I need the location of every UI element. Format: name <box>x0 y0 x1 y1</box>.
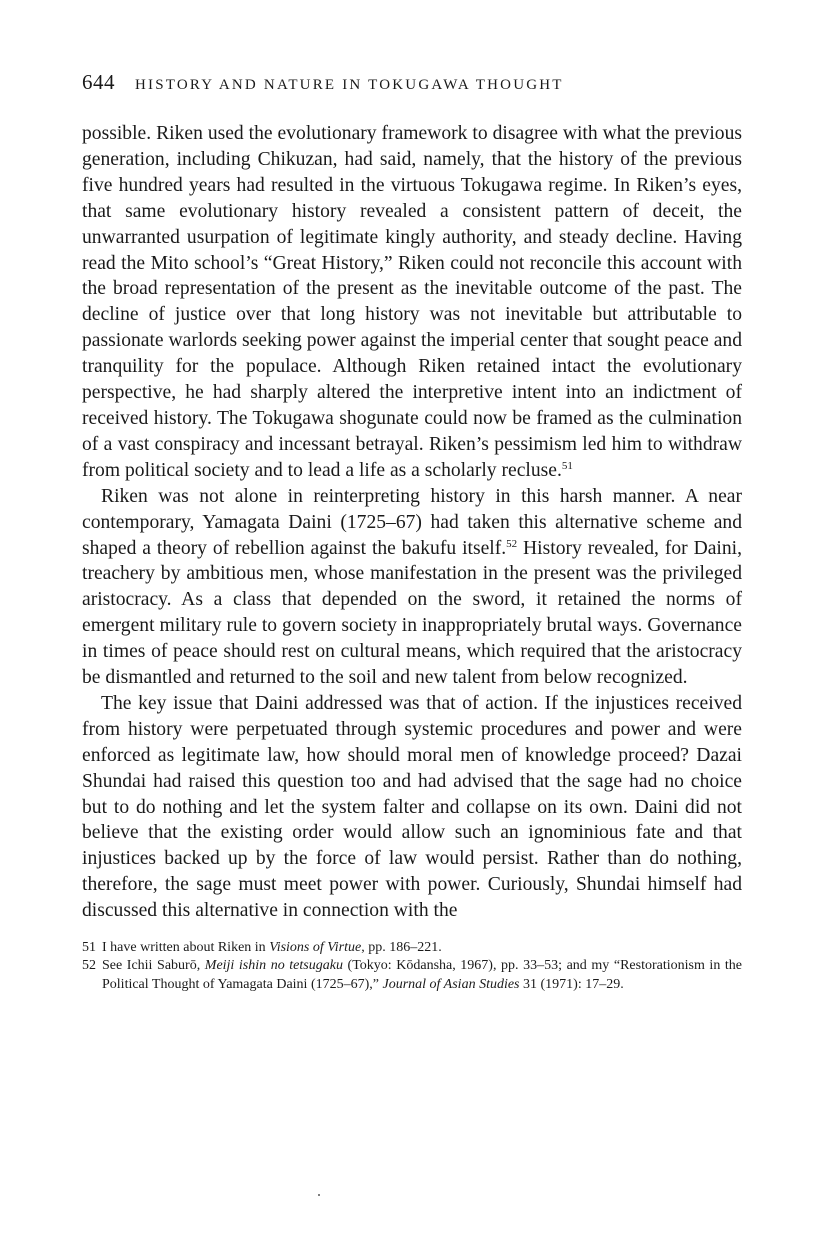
footnote-52 <box>82 957 742 993</box>
paragraph-3-text: The key issue that Daini addressed was that of action. If the injustices received from history were perpetuated through systemic procedures and power and were enforced as legitimate law, how should moral men of knowledge proceed? Dazai Shundai had raised this question too and had advised that the sage had no choice but to do nothing and let the system falter and collapse on its own. Daini did not believe that the existing order would allow such an ignominious fate and that injustices backed up by the force of law would persist. Rather than do nothing, therefore, the sage must meet power with power. Curiously, Shundai himself had discussed this alternative in connection with the <box>82 692 742 922</box>
footnote-text-part: , pp. 186–221. <box>361 940 442 956</box>
footnote-text-part: (Tokyo: Kōdansha, 1967), pp. 33–53; and my “Restorationism in the Political Thought of Yamagata Daini (1725–67),” <box>102 958 743 992</box>
paragraph-1 <box>82 121 742 484</box>
footnote-text <box>102 957 742 993</box>
main-text <box>82 121 742 924</box>
footnote-ref-52: 52 <box>506 537 518 550</box>
cited-journal: Journal of Asian Studies <box>382 976 520 992</box>
paragraph-3 <box>82 691 742 924</box>
footnote-text <box>102 939 742 957</box>
footnote-text-part: See Ichii Saburō, <box>102 958 205 974</box>
page-number: 644 <box>82 70 115 94</box>
footnote-number: 52 <box>82 958 96 974</box>
book-page <box>82 70 742 994</box>
paragraph-2 <box>82 484 742 691</box>
footnote-text-part: I have written about Riken in <box>102 940 270 956</box>
print-speck <box>318 1194 320 1196</box>
paragraph-2-text-end: History revealed, for Daini, treachery by ambitious men, whose manifestation in the present was the privileged aristocracy. As a class that depended on the sword, it retained the norms of emergent military rule to govern society in inappropriately brutal ways. Governance in times of peace should rest on cultural means, which required that the aristocracy be dismantled and returned to the soil and new talent from below recognized. <box>82 537 742 689</box>
footnote-number: 51 <box>82 940 96 956</box>
paragraph-2-text-start: Riken was not alone in reinterpreting history in this harsh manner. A near contemporary, Yamagata Daini (1725–67) had taken this alternative scheme and shaped a theory of rebellion against the bakufu itself. <box>82 485 742 559</box>
paragraph-1-text: possible. Riken used the evolutionary framework to disagree with what the previous generation, including Chikuzan, had said, namely, that the history of the previous five hundred years had resulted in the virtuous Tokugawa regime. In Riken’s eyes, that same evolutionary history revealed a consistent pattern of deceit, the unwarranted usurpation of legitimate kingly authority, and steady decline. Having read the Mito school’s “Great History,” Riken could not reconcile this account with the broad representation of the present as the inevitable outcome of the past. The decline of justice over that long history was not inevitable but attributable to passionate warlords seeking power against the imperial center that sought peace and tranquility for the populace. Although Riken retained intact the evolutionary perspective, he had sharply altered the interpretive intent into an indictment of received history. The Tokugawa shogunate could now be framed as the culmination of a vast conspiracy and incessant betrayal. Riken’s pessimism led him to withdraw from political society and to lead a life as a scholarly recluse. <box>82 123 742 481</box>
running-title: HISTORY AND NATURE IN TOKUGAWA THOUGHT <box>135 77 564 93</box>
footnote-ref-51: 51 <box>561 459 573 472</box>
running-header <box>82 70 742 95</box>
cited-title: Visions of Virtue <box>269 940 362 956</box>
footnotes-section <box>82 939 742 994</box>
footnote-51 <box>82 939 742 957</box>
footnote-text-part: 31 (1971): 17–29. <box>519 976 624 992</box>
cited-title: Meiji ishin no tetsugaku <box>204 958 343 974</box>
